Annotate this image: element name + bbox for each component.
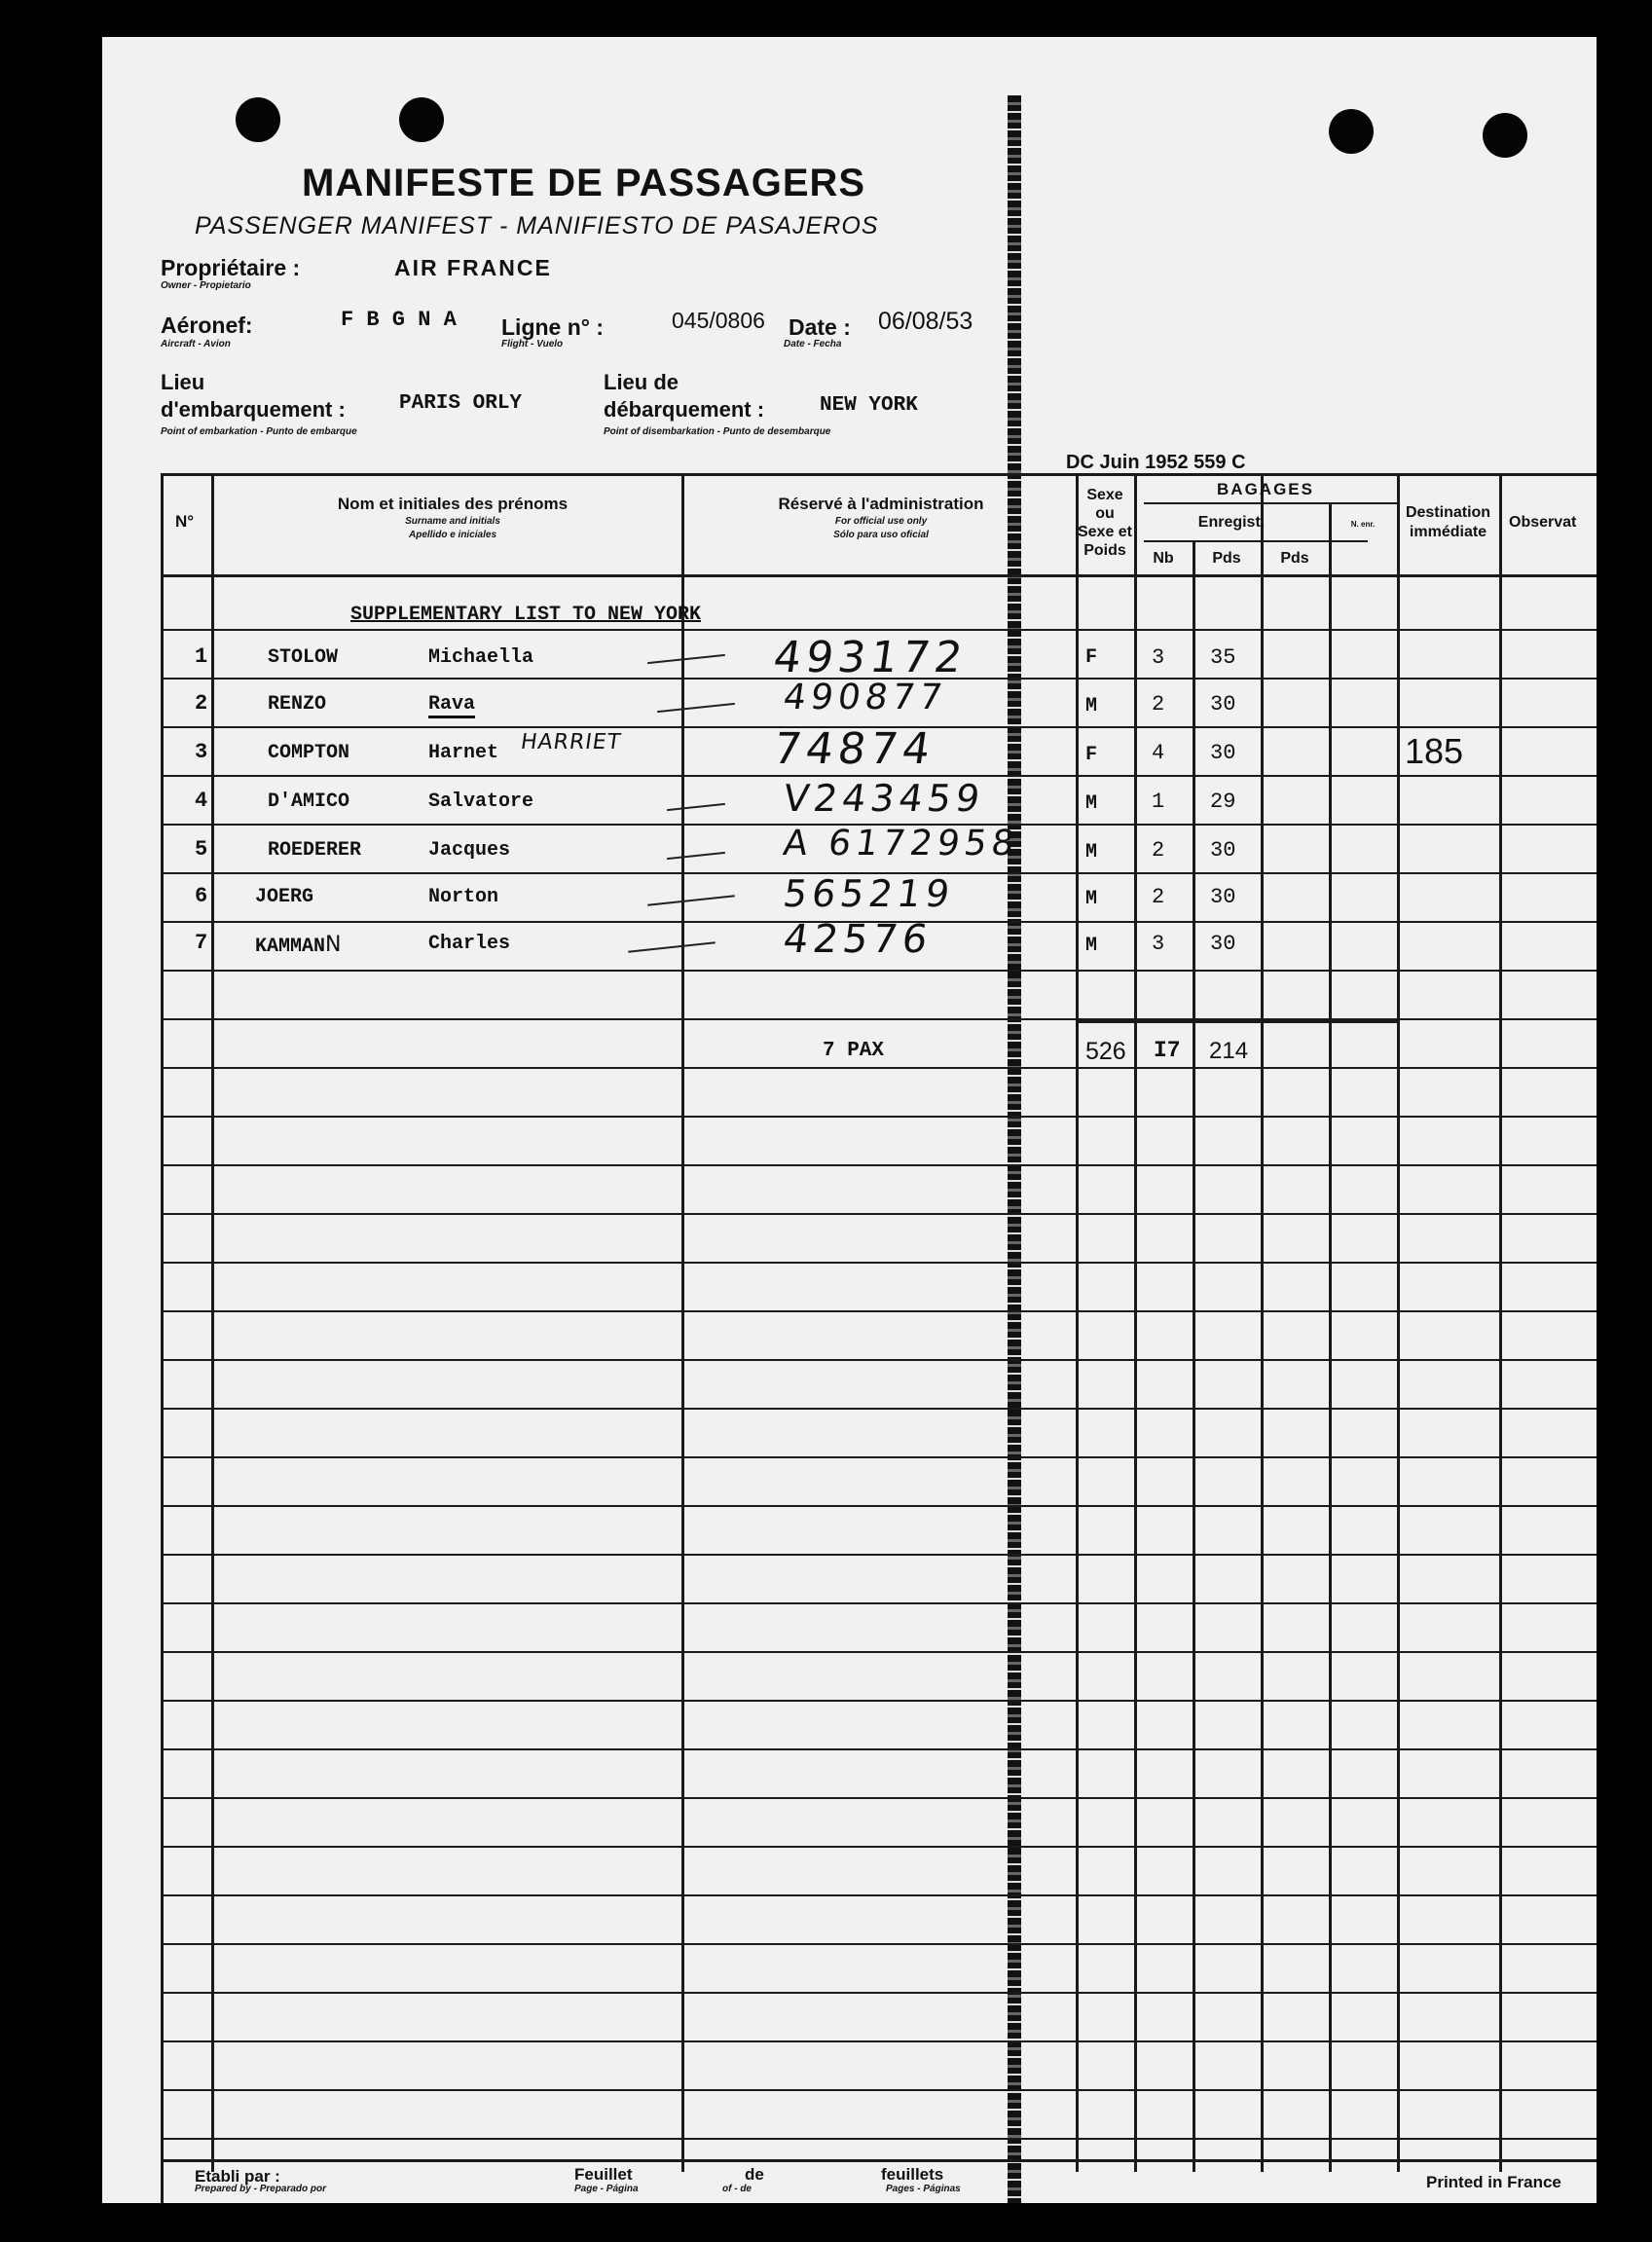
col-nc: N. enr. — [1350, 520, 1376, 529]
disembark-label-2: débarquement : — [604, 397, 765, 422]
punch-hole-icon — [1329, 109, 1374, 154]
ruled-line — [161, 1700, 1597, 1702]
ruled-line — [161, 1067, 1597, 1069]
first-name: Rava — [428, 693, 475, 718]
surname: D'AMICO — [268, 790, 350, 813]
sheet-sub: Page - Página — [574, 2184, 639, 2194]
page-subtitle: PASSENGER MANIFEST - MANIFIESTO DE PASAJEROS — [195, 212, 879, 239]
col-destination-2: immédiate — [1409, 524, 1487, 540]
ruled-line — [161, 2138, 1597, 2140]
bag-count: 4 — [1152, 741, 1165, 765]
disembark-value: NEW YORK — [820, 394, 918, 417]
ruled-line — [161, 2089, 1597, 2091]
enregist-divider — [1144, 540, 1368, 542]
ruled-line — [161, 1797, 1597, 1799]
handwritten-dash — [647, 895, 735, 905]
date-value: 06/08/53 — [878, 308, 973, 335]
header-bottom-border — [161, 574, 1597, 577]
col-admin-sub-2: Sólo para uso oficial — [833, 530, 929, 540]
disembark-sub: Point of disembarkation - Punto de desembarque — [604, 426, 831, 437]
col-border — [1193, 541, 1195, 2172]
ruled-line — [161, 1116, 1597, 1118]
sex: M — [1085, 695, 1098, 717]
ruled-line — [161, 1310, 1597, 1312]
bagages-divider — [1144, 502, 1397, 504]
bag-count: 2 — [1152, 885, 1165, 909]
col-admin-sub-1: For official use only — [834, 516, 928, 527]
embark-sub: Point of embarkation - Punto de embarque — [161, 426, 357, 437]
official-number: A 6172958 — [781, 824, 1022, 864]
col-sex-3: Sexe et — [1077, 524, 1133, 540]
handwritten-dash — [667, 852, 725, 860]
punch-hole-icon — [399, 97, 444, 142]
first-name: Salvatore — [428, 790, 534, 813]
col-pds: Pds — [1212, 550, 1241, 567]
col-destination-1: Destination — [1405, 504, 1491, 521]
bag-weight: 29 — [1210, 790, 1236, 814]
ruled-line — [161, 1164, 1597, 1166]
ruled-line — [161, 1408, 1597, 1410]
destination: 185 — [1405, 731, 1464, 771]
sex: M — [1085, 841, 1098, 864]
ruled-line — [161, 1456, 1597, 1458]
handwritten-dash — [667, 803, 725, 811]
punch-hole-icon — [236, 97, 280, 142]
surname: KAMMANN — [255, 933, 342, 958]
embark-label-2: d'embarquement : — [161, 397, 346, 422]
first-name: Michaella — [428, 646, 534, 669]
bag-weight: 30 — [1210, 692, 1236, 717]
line-sub: Flight - Vuelo — [501, 339, 564, 349]
first-name: Harnet — [428, 742, 499, 764]
official-number: 565219 — [780, 872, 958, 915]
date-sub: Date - Fecha — [784, 339, 842, 349]
row-number: 4 — [195, 789, 208, 813]
bag-weight: 30 — [1210, 741, 1236, 765]
official-number: 42576 — [780, 917, 936, 962]
line-value: 045/0806 — [672, 308, 765, 333]
ruled-line — [161, 629, 1597, 631]
bag-count: 2 — [1152, 838, 1165, 863]
first-name: Jacques — [428, 839, 511, 862]
bag-count: 3 — [1152, 645, 1165, 670]
col-name-sub-1: Surname and initials — [405, 516, 500, 527]
date-label: Date : — [789, 314, 851, 340]
bag-weight: 30 — [1210, 932, 1236, 956]
aircraft-label: Aéronef: — [161, 312, 253, 338]
sex: M — [1085, 935, 1098, 957]
ruled-line — [161, 1846, 1597, 1848]
ruled-line — [161, 1359, 1597, 1361]
list-title: SUPPLEMENTARY LIST TO NEW YORK — [350, 604, 702, 626]
owner-label: Propriétaire : — [161, 255, 301, 280]
col-pds-2: Pds — [1280, 550, 1309, 567]
footer-rule — [161, 2159, 1597, 2162]
prepared-label: Etabli par : — [195, 2167, 280, 2186]
ruled-line — [161, 1213, 1597, 1215]
ruled-line — [161, 1262, 1597, 1264]
sheet-label: Feuillet — [574, 2165, 633, 2184]
embark-value: PARIS ORLY — [399, 392, 523, 415]
ruled-line — [161, 1943, 1597, 1945]
of-label: de — [745, 2165, 764, 2184]
page-title: MANIFESTE DE PASSAGERS — [302, 162, 866, 204]
aircraft-sub: Aircraft - Avion — [161, 339, 231, 349]
official-number: 74874 — [770, 724, 938, 774]
surname: ROEDERER — [268, 839, 362, 862]
embark-label-1: Lieu — [161, 370, 205, 394]
official-number: 490877 — [781, 678, 950, 717]
total-pax: 7 PAX — [823, 1040, 885, 1062]
ruled-line — [161, 1554, 1597, 1556]
first-name-handwritten: HARRIET — [519, 730, 623, 754]
printed-in: Printed in France — [1426, 2173, 1561, 2191]
row-number: 1 — [195, 644, 208, 669]
ruled-line — [161, 970, 1597, 972]
col-nb: Nb — [1153, 550, 1174, 567]
surname: COMPTON — [268, 742, 350, 764]
col-border — [1329, 502, 1332, 2172]
owner-value: AIR FRANCE — [394, 255, 552, 280]
ruled-line — [161, 1505, 1597, 1507]
official-number: V243459 — [780, 777, 988, 820]
bag-weight: 30 — [1210, 885, 1236, 909]
ruled-line — [161, 1651, 1597, 1653]
row-number: 7 — [195, 931, 208, 955]
col-no: N° — [175, 512, 195, 531]
sex: F — [1085, 744, 1098, 766]
first-name: Norton — [428, 886, 499, 908]
row-number: 5 — [195, 837, 208, 862]
col-sex-1: Sexe — [1086, 487, 1123, 503]
sex: F — [1085, 646, 1098, 669]
totals-rule — [1076, 1020, 1397, 1023]
sex: M — [1085, 888, 1098, 910]
surname-suffix-handwritten: N — [325, 933, 342, 957]
aircraft-value: F B G N A — [341, 308, 457, 332]
ruled-line — [161, 1894, 1597, 1896]
col-sex-4: Poids — [1083, 542, 1126, 559]
table-top-border — [161, 473, 1597, 476]
total-weight: 526 — [1085, 1038, 1126, 1065]
ruled-line — [161, 1748, 1597, 1750]
owner-sub: Owner - Propietario — [161, 280, 251, 291]
surname: RENZO — [268, 693, 327, 716]
first-name: Charles — [428, 933, 511, 955]
row-number: 2 — [195, 691, 208, 716]
total-bag-count: I7 — [1154, 1038, 1181, 1063]
col-name-sub-2: Apellido e iniciales — [408, 530, 497, 540]
total-bag-weight: 214 — [1209, 1038, 1249, 1064]
ruled-line — [161, 1602, 1597, 1604]
bag-count: 2 — [1152, 692, 1165, 717]
bag-weight: 30 — [1210, 838, 1236, 863]
manifest-sheet — [102, 37, 1597, 2203]
punch-hole-icon — [1483, 113, 1527, 158]
handwritten-dash — [657, 703, 735, 713]
sheets-label: feuillets — [881, 2165, 944, 2184]
bag-weight: 35 — [1210, 645, 1236, 670]
sheets-sub: Pages - Páginas — [886, 2184, 961, 2194]
col-sex-2: ou — [1095, 505, 1115, 522]
surname: STOLOW — [268, 646, 339, 669]
form-code: DC Juin 1952 559 C — [1066, 452, 1246, 473]
line-label: Ligne n° : — [501, 314, 605, 340]
of-sub: of - de — [722, 2184, 752, 2194]
bag-count: 1 — [1152, 790, 1165, 814]
surname: JOERG — [255, 886, 314, 908]
col-admin: Réservé à l'administration — [778, 495, 984, 513]
handwritten-dash — [628, 941, 716, 952]
row-number: 6 — [195, 884, 208, 908]
bag-count: 3 — [1152, 932, 1165, 956]
col-observations: Observat — [1509, 514, 1577, 531]
ruled-line — [161, 1992, 1597, 1994]
disembark-label-1: Lieu de — [604, 370, 679, 394]
col-enregist: Enregist. — [1197, 514, 1266, 531]
fold-perforation — [1008, 95, 1021, 2203]
sex: M — [1085, 792, 1098, 815]
col-bagages: BAGAGES — [1217, 480, 1314, 498]
ruled-line — [161, 2040, 1597, 2042]
official-number: 493172 — [770, 633, 971, 682]
prepared-sub: Prepared by - Preparado por — [195, 2184, 327, 2194]
col-name: Nom et initiales des prénoms — [337, 495, 569, 513]
handwritten-dash — [647, 654, 725, 664]
row-number: 3 — [195, 740, 208, 764]
